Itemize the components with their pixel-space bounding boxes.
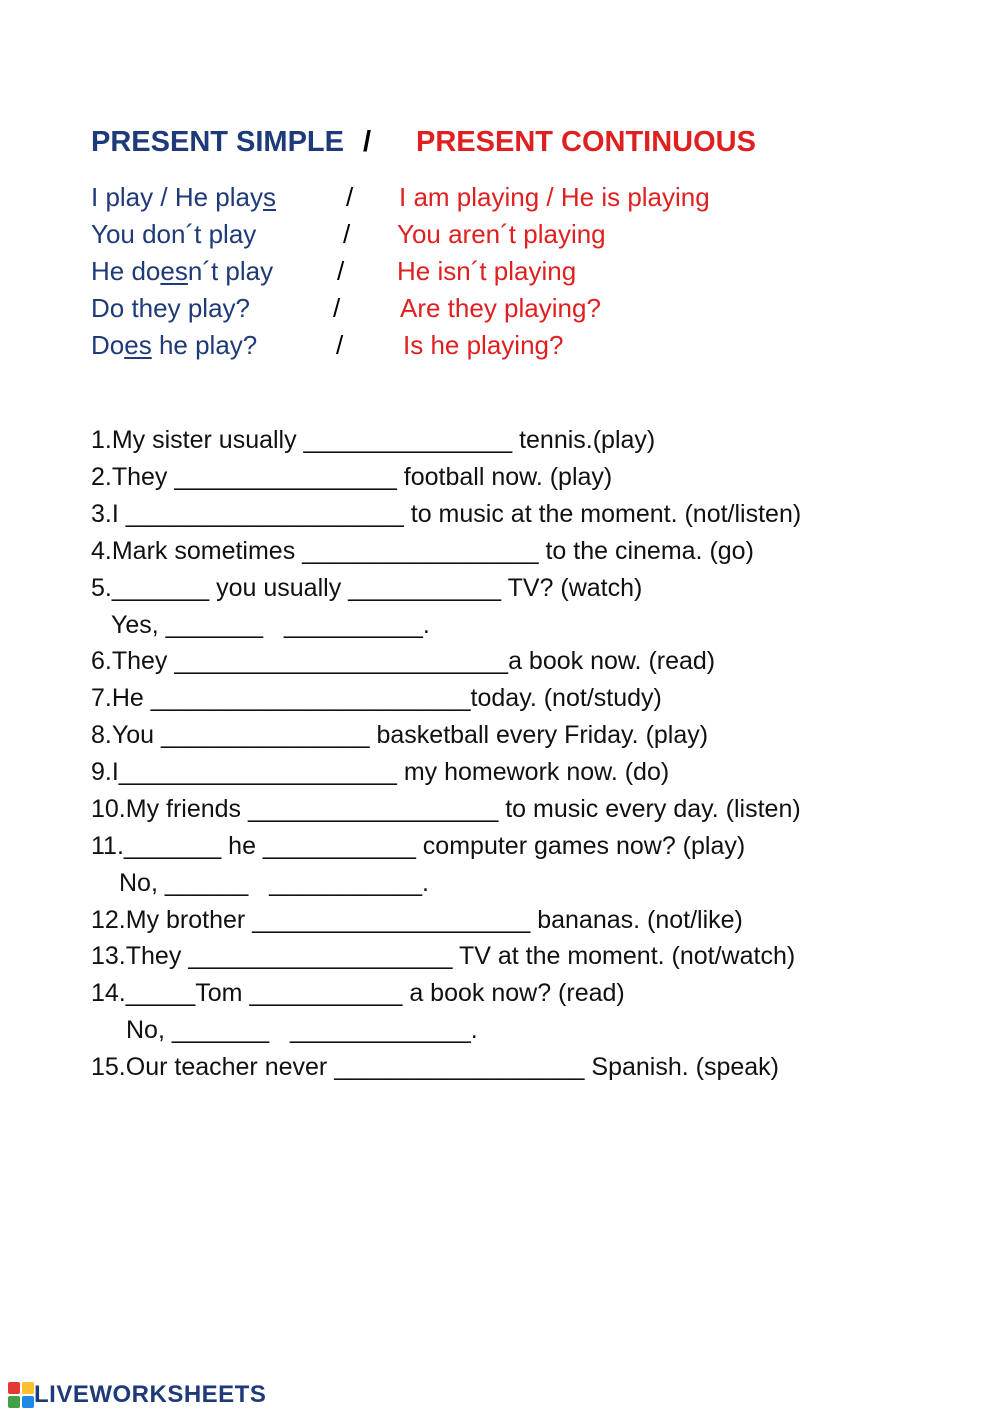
exercise-line: 8.You _______________ basketball every Friday. (play) bbox=[91, 721, 709, 749]
exercise-line: 1.My sister usually _______________ tennis.(play) bbox=[91, 426, 656, 454]
exercise-answer-line: No, _______ _____________. bbox=[126, 1016, 478, 1044]
exercise-line: 2.They ________________ football now. (play) bbox=[91, 463, 613, 491]
liveworksheets-logo bbox=[8, 1381, 266, 1409]
exercise-line: 4.Mark sometimes _________________ to the cinema. (go) bbox=[91, 537, 754, 565]
reference-continuous-1: I am playing / He is playing bbox=[399, 182, 710, 212]
reference-continuous-2: You aren´t playing bbox=[397, 219, 606, 249]
title-present-continuous: PRESENT CONTINUOUS bbox=[416, 126, 756, 158]
exercise-line: 6.They ________________________a book now. (read) bbox=[91, 647, 716, 675]
reference-separator: / bbox=[337, 256, 345, 286]
exercise-line: 12.My brother ____________________ bananas. (not/like) bbox=[91, 906, 743, 934]
liveworksheets-logo-text: LIVEWORKSHEETS bbox=[34, 1381, 267, 1408]
reference-continuous-3: He isn´t playing bbox=[397, 256, 577, 286]
reference-separator: / bbox=[343, 219, 351, 249]
title-separator: / bbox=[363, 126, 372, 158]
reference-separator: / bbox=[333, 293, 341, 323]
exercise-line: 14._____Tom ___________ a book now? (read) bbox=[91, 979, 625, 1007]
exercise-line: 13.They ___________________ TV at the moment. (not/watch) bbox=[91, 942, 796, 970]
exercise-line: 10.My friends __________________ to music every day. (listen) bbox=[91, 795, 801, 823]
reference-simple-1: I play / He plays bbox=[91, 182, 276, 212]
reference-separator: / bbox=[336, 330, 344, 360]
title-present-simple: PRESENT SIMPLE bbox=[91, 126, 344, 158]
reference-separator: / bbox=[346, 182, 354, 212]
exercise-line: 7.He _______________________today. (not/study) bbox=[91, 684, 662, 712]
reference-continuous-4: Are they playing? bbox=[400, 293, 601, 323]
exercise-line: 15.Our teacher never __________________ Spanish. (speak) bbox=[91, 1053, 780, 1081]
reference-simple-2: You don´t play bbox=[91, 219, 257, 249]
exercise-answer-line: Yes, _______ __________. bbox=[111, 611, 430, 639]
reference-continuous-5: Is he playing? bbox=[403, 330, 564, 360]
reference-simple-3: He doesn´t play bbox=[91, 256, 274, 286]
liveworksheets-logo-icon bbox=[8, 1382, 34, 1408]
exercise-line: 11._______ he ___________ computer games now? (play) bbox=[91, 832, 746, 860]
reference-simple-4: Do they play? bbox=[91, 293, 250, 323]
exercise-line: 9.I____________________ my homework now. (do) bbox=[91, 758, 670, 786]
exercise-line: 3.I ____________________ to music at the moment. (not/listen) bbox=[91, 500, 802, 528]
exercise-answer-line: No, ______ ___________. bbox=[119, 869, 429, 897]
reference-simple-5: Does he play? bbox=[91, 330, 258, 360]
exercise-line: 5._______ you usually ___________ TV? (watch) bbox=[91, 574, 643, 602]
